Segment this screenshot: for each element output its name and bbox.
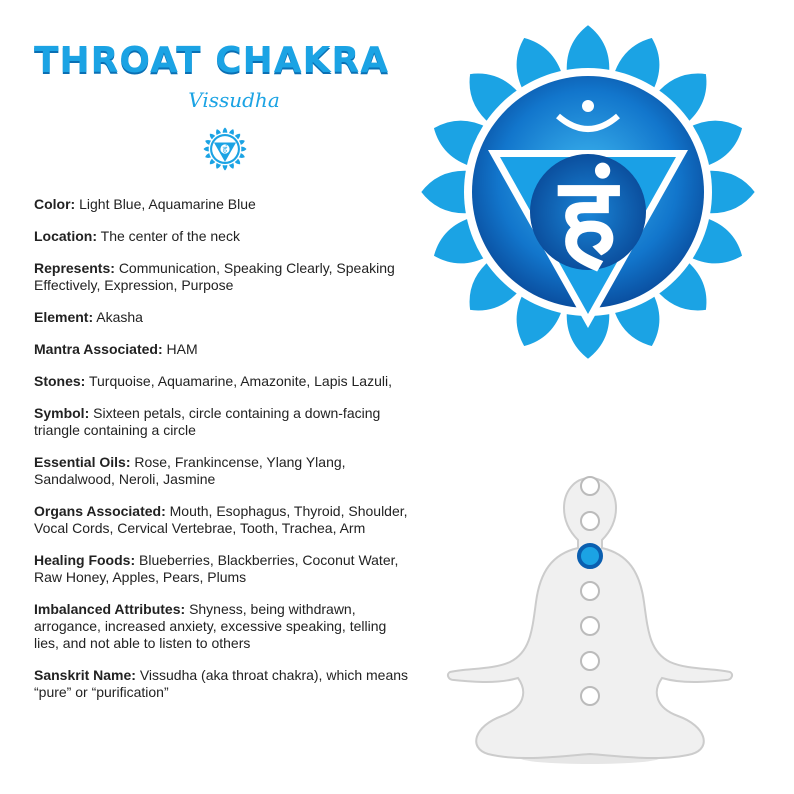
attr-healing-foods: [34, 552, 414, 586]
sanskrit-subtitle: Vissudha: [188, 88, 280, 112]
attr-label: Essential Oils:: [34, 454, 131, 470]
attr-represents: [34, 260, 414, 294]
throat-chakra-point: [579, 545, 601, 567]
attr-value: Turquoise, Aquamarine, Amazonite, Lapis Lazuli,: [88, 373, 392, 389]
chakra-point: [581, 652, 599, 670]
attr-value: The center of the neck: [100, 228, 240, 244]
attr-label: Sanskrit Name:: [34, 667, 136, 683]
attr-value: Communication, Speaking Clearly, Speaking Effectively, Expression, Purpose: [34, 260, 395, 293]
attribute-list: [34, 196, 414, 716]
attr-value: HAM: [166, 341, 198, 357]
attr-symbol: [34, 405, 414, 439]
small-chakra-icon: [202, 126, 248, 172]
attr-value: Light Blue, Aquamarine Blue: [79, 196, 256, 212]
attr-label: Represents:: [34, 260, 115, 276]
meditating-figure: [430, 462, 750, 772]
attr-label: Color:: [34, 196, 76, 212]
attr-label: Mantra Associated:: [34, 341, 163, 357]
attr-value: Vissudha (aka throat chakra), which means “pure” or “purification”: [34, 667, 409, 700]
attr-mantra: [34, 341, 414, 358]
page-title: THROAT CHAKRA: [34, 40, 390, 81]
attr-value: Rose, Frankincense, Ylang Ylang, Sandalwood, Neroli, Jasmine: [34, 454, 346, 487]
ham-glyph: हं: [559, 155, 617, 280]
attr-value: Mouth, Esophagus, Thyroid, Shoulder, Vocal Cords, Cervical Vertebrae, Tooth, Trachea, Arm: [34, 503, 408, 536]
attr-organs: [34, 503, 414, 537]
chandrabindu-dot: [582, 100, 594, 112]
attr-label: Healing Foods:: [34, 552, 136, 568]
small-chakra-glyph: हं: [222, 143, 228, 154]
attr-value: Shyness, being withdrawn, arrogance, increased anxiety, excessive speaking, telling lies, and not able to listen to others: [34, 601, 387, 651]
attr-label: Location:: [34, 228, 97, 244]
attr-stones: [34, 373, 414, 390]
attr-location: [34, 228, 414, 245]
attr-element: [34, 309, 414, 326]
chakra-point: [581, 477, 599, 495]
chakra-point: [581, 582, 599, 600]
attr-imbalanced: [34, 601, 414, 652]
attr-value: Akasha: [96, 309, 143, 325]
attr-essential-oils: [34, 454, 414, 488]
attr-label: Imbalanced Attributes:: [34, 601, 186, 617]
attr-sanskrit-name: [34, 667, 414, 701]
chakra-point: [581, 617, 599, 635]
throat-chakra-symbol: [418, 22, 758, 362]
attr-label: Element:: [34, 309, 94, 325]
attr-label: Organs Associated:: [34, 503, 166, 519]
attr-label: Symbol:: [34, 405, 90, 421]
attr-label: Stones:: [34, 373, 86, 389]
attr-color: [34, 196, 414, 213]
chakra-point: [581, 512, 599, 530]
attr-value: Blueberries, Blackberries, Coconut Water, Raw Honey, Apples, Pears, Plums: [34, 552, 399, 585]
chakra-point: [581, 687, 599, 705]
attr-value: Sixteen petals, circle containing a down-facing triangle containing a circle: [34, 405, 381, 438]
